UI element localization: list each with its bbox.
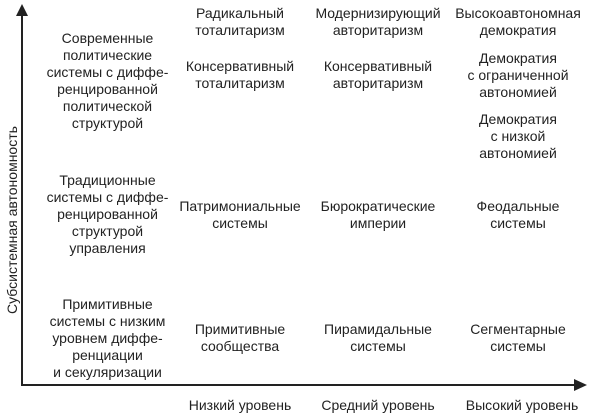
x-axis-label-high: Высокий уровень [465, 397, 579, 413]
cell-primitive-communities: Примитивные сообщества [194, 321, 286, 354]
cell-radical-totalitarianism: Радикальный тоталитаризм [195, 5, 285, 38]
row-label-primitive: Примитивные системы с низким уровнем диффе- ренциации и секуляризации [49, 296, 166, 380]
y-axis-line [21, 14, 23, 386]
cell-modernizing-authoritarianism: Модернизирующий авторитаризм [315, 5, 441, 38]
x-axis-label-mid: Средний уровень [321, 397, 435, 413]
cell-conservative-totalitarianism: Консервативный тоталитаризм [185, 58, 295, 91]
cell-conservative-authoritarianism: Консервативный авторитаризм [323, 58, 433, 91]
y-axis-label: Субсистемная автономность [4, 126, 20, 314]
cell-low-autonomy-democracy: Демократия с низкой автономией [479, 111, 557, 161]
x-axis-arrow [574, 379, 587, 391]
x-axis-label-low: Низкий уровень [188, 397, 292, 413]
cell-feudal-systems: Феодальные системы [476, 198, 560, 231]
row-label-traditional: Традиционные системы с диффе- ренцированной структурой управления [46, 172, 169, 256]
cell-segmentary-systems: Сегментарные системы [470, 321, 566, 354]
y-axis-arrow [16, 4, 28, 16]
cell-limited-autonomy-democracy: Демократия с ограниченной автономией [467, 50, 569, 100]
cell-patrimonial-systems: Патримониальные системы [179, 198, 301, 231]
cell-pyramidal-systems: Пирамидальные системы [324, 321, 432, 354]
cell-high-autonomy-democracy: Высокоавтономная демократия [455, 5, 581, 38]
row-label-modern: Современные политические системы с диффе- ренцированной политической структурой [46, 30, 169, 131]
cell-bureaucratic-empires: Бюрократические империи [320, 198, 436, 231]
x-axis-line [21, 384, 577, 386]
